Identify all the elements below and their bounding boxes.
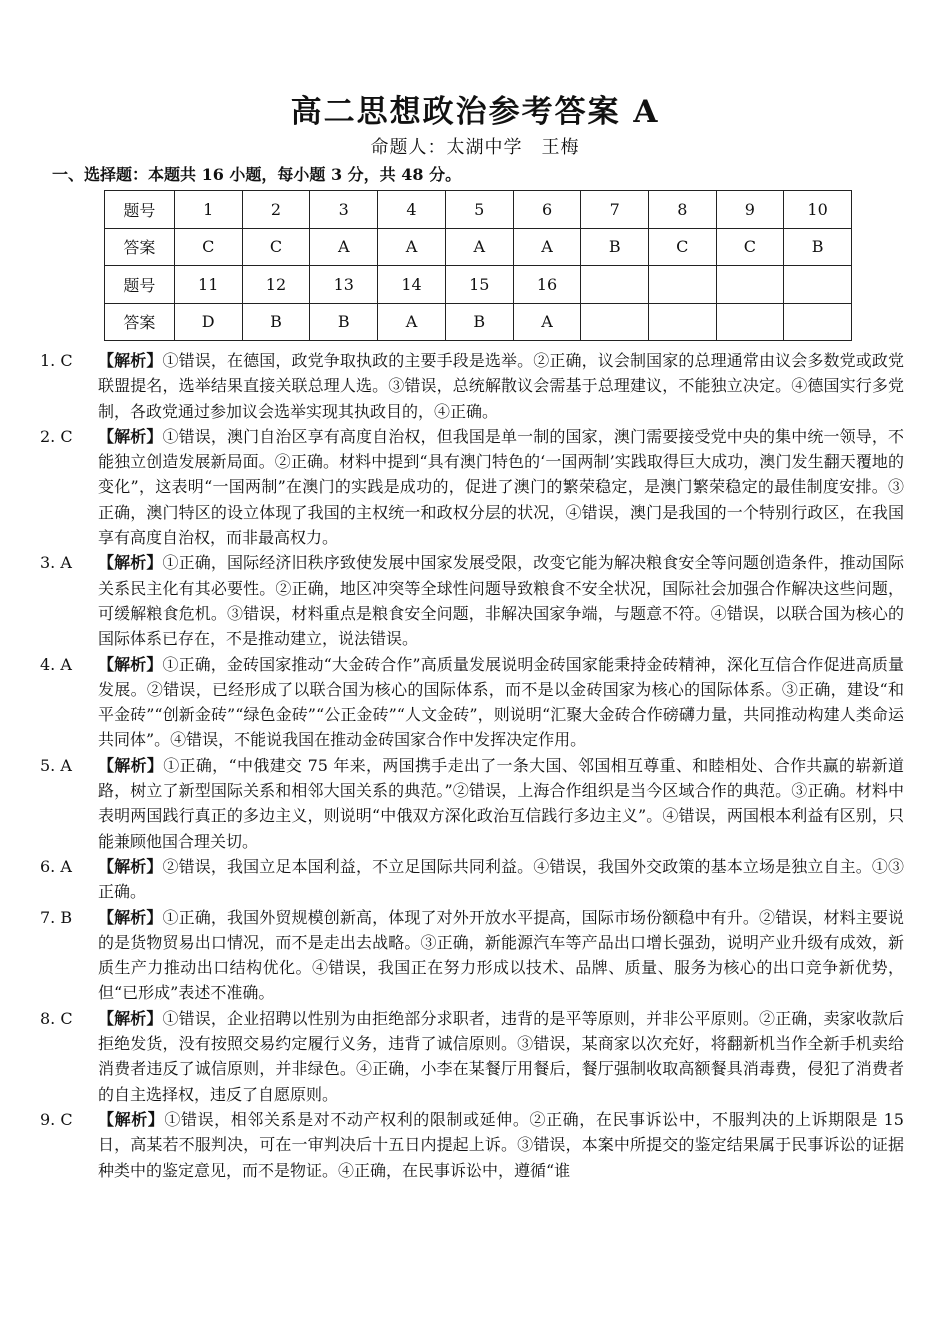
table-row xyxy=(105,191,852,229)
answer-table xyxy=(104,190,852,341)
answer-cell xyxy=(716,303,784,341)
explanation-item xyxy=(40,348,904,424)
item-text: ①正确，“中俄建交 75 年来，两国携手走出了一条大国、邻国相互尊重、和睦相处、合作共赢的崭新道路，树立了新型国际关系和相邻大国关系的典范。”②错误，上海合作组织是当今区域合作的典范。③正确。材料中表明两国践行真正的多边主义，则说明“中俄双方深化政治互信践行多边主义”。④错误，两国根本利益有区别，只能兼顾他国合理关切。 xyxy=(98,755,904,851)
answer-cell xyxy=(581,303,649,341)
question-number: 1 xyxy=(174,191,242,229)
explanation-item xyxy=(40,652,904,753)
row-label: 答案 xyxy=(105,303,175,341)
answer-cell: A xyxy=(445,228,513,266)
analysis-tag: 【解析】 xyxy=(98,426,163,446)
answer-cell: C xyxy=(242,228,310,266)
answer-cell: A xyxy=(513,228,581,266)
question-number xyxy=(784,266,852,304)
question-number: 6 xyxy=(513,191,581,229)
answer-cell: A xyxy=(310,228,378,266)
row-label: 答案 xyxy=(105,228,175,266)
analysis-tag: 【解析】 xyxy=(98,553,163,573)
item-number: 7. B xyxy=(40,907,73,927)
question-number: 3 xyxy=(310,191,378,229)
answer-cell: C xyxy=(174,228,242,266)
row-label: 题号 xyxy=(105,266,175,304)
analysis-tag: 【解析】 xyxy=(98,856,163,876)
analysis-tag: 【解析】 xyxy=(98,654,163,674)
author-line: 命题人：太湖中学 王梅 xyxy=(370,137,580,158)
answer-cell: B xyxy=(581,228,649,266)
question-number xyxy=(581,266,649,304)
question-number: 15 xyxy=(445,266,513,304)
question-number: 7 xyxy=(581,191,649,229)
explanation-item xyxy=(40,854,904,905)
item-number: 9. C xyxy=(40,1109,73,1129)
page-title: 高二思想政治参考答案 A xyxy=(290,94,660,130)
answer-cell: B xyxy=(784,228,852,266)
item-number: 3. A xyxy=(40,553,72,573)
answer-cell: C xyxy=(649,228,717,266)
explanation-item xyxy=(40,550,904,651)
answer-cell: B xyxy=(445,303,513,341)
item-text: ①错误，企业招聘以性别为由拒绝部分求职者，违背的是平等原则，并非公平原则。②正确，卖家收款后拒绝发货，没有按照交易约定履行义务，违背了诚信原则。③错误，某商家以次充好，将翻新机当作全新手机卖给消费者违反了诚信原则，并非绿色。④正确，小李在某餐厅用餐后，餐厅强制收取高额餐具消毒费，侵犯了消费者的自主选择权，违反了自愿原则。 xyxy=(98,1008,904,1104)
question-number: 4 xyxy=(378,191,446,229)
question-number xyxy=(649,266,717,304)
item-text: ②错误，我国立足本国利益，不立足国际共同利益。④错误，我国外交政策的基本立场是独立自主。①③正确。 xyxy=(98,856,904,902)
question-number: 12 xyxy=(242,266,310,304)
analysis-tag: 【解析】 xyxy=(98,351,163,370)
item-number: 4. A xyxy=(40,654,72,674)
analysis-tag: 【解析】 xyxy=(98,755,164,775)
question-number xyxy=(716,266,784,304)
question-number: 13 xyxy=(310,266,378,304)
analysis-tag: 【解析】 xyxy=(98,1008,163,1028)
row-label: 题号 xyxy=(105,191,175,229)
answer-cell: A xyxy=(378,228,446,266)
item-text: ①错误，澳门自治区享有高度自治权，但我国是单一制的国家，澳门需要接受党中央的集中统一领导，不能独立创造发展新局面。②正确。材料中提到“具有澳门特色的‘一国两制’实践取得巨大成功，澳门发生翻天覆地的变化”，这表明“一国两制”在澳门的实践是成功的，促进了澳门的繁荣稳定，是澳门繁荣稳定的最佳制度安排。③正确，澳门特区的设立体现了我国的主权统一和政权分层的状况，④错误，澳门是我国的一个特别行政区，在我国享有高度自治权，而非最高权力。 xyxy=(98,426,904,548)
explanation-item xyxy=(40,905,904,1006)
analysis-tag: 【解析】 xyxy=(98,907,163,927)
question-number: 16 xyxy=(513,266,581,304)
answer-cell xyxy=(784,303,852,341)
item-number: 6. A xyxy=(40,856,72,876)
item-number: 2. C xyxy=(40,426,73,446)
question-number: 11 xyxy=(174,266,242,304)
item-number: 8. C xyxy=(40,1008,73,1028)
question-number: 8 xyxy=(649,191,717,229)
answer-cell: D xyxy=(174,303,242,341)
question-number: 9 xyxy=(716,191,784,229)
item-text: ①正确，国际经济旧秩序致使发展中国家发展受限，改变它能为解决粮食安全等问题创造条件，推动国际关系民主化有其必要性。②正确，地区冲突等全球性问题导致粮食不安全状况，国际社会加强合作解决这些问题，可缓解粮食危机。③错误，材料重点是粮食安全问题，非解决国家争端，与题意不符。④错误，以联合国为核心的国际体系已存在，不是推动建立，说法错误。 xyxy=(98,553,904,649)
explanation-list xyxy=(40,348,904,1183)
answer-cell: A xyxy=(513,303,581,341)
question-number: 10 xyxy=(784,191,852,229)
answer-cell: C xyxy=(716,228,784,266)
answer-cell: B xyxy=(310,303,378,341)
item-number: 1. C xyxy=(40,351,73,370)
analysis-tag: 【解析】 xyxy=(98,1109,165,1129)
item-text: ①错误，相邻关系是对不动产权利的限制或延伸。②正确，在民事诉讼中，不服判决的上诉期限是 15 日，高某若不服判决，可在一审判决后十五日内提起上诉。③错误，本案中所提交的鉴定结果属于民事诉讼的证据种类中的鉴定意见，而不是物证。④正确，在民事诉讼中，遵循“谁 xyxy=(98,1109,904,1180)
item-text: ①正确，金砖国家推动“大金砖合作”高质量发展说明金砖国家能秉持金砖精神，深化互信合作促进高质量发展。②错误，已经形成了以联合国为核心的国际体系，而不是以金砖国家为核心的国际体系。③正确，建设“和平金砖”“创新金砖”“绿色金砖”“公正金砖”“人文金砖”，则说明“汇聚大金砖合作磅礴力量，共同推动构建人类命运共同体”。④错误，不能说我国在推动金砖国家合作中发挥决定作用。 xyxy=(98,654,904,750)
section-heading: 一、选择题：本题共 16 小题，每小题 3 分，共 48 分。 xyxy=(52,165,462,184)
explanation-item xyxy=(40,424,904,550)
table-row xyxy=(105,266,852,304)
item-number: 5. A xyxy=(40,755,72,775)
explanation-item xyxy=(40,1107,904,1183)
item-text: ①正确，我国外贸规模创新高，体现了对外开放水平提高，国际市场份额稳中有升。②错误，材料主要说的是货物贸易出口情况，而不是走出去战略。③正确，新能源汽车等产品出口增长强劲，说明产业升级有成效，新质生产力推动出口结构优化。④错误，我国正在努力形成以技术、品牌、质量、服务为核心的出口竞争新优势，但“已形成”表述不准确。 xyxy=(98,907,904,1003)
table-row xyxy=(105,228,852,266)
question-number: 2 xyxy=(242,191,310,229)
explanation-item xyxy=(40,1006,904,1107)
table-row xyxy=(105,303,852,341)
explanation-item xyxy=(40,753,904,854)
item-text: ①错误，在德国，政党争取执政的主要手段是选举。②正确，议会制国家的总理通常由议会多数党或政党联盟提名，选举结果直接关联总理人选。③错误，总统解散议会需基于总理建议，不能独立决定。④德国实行多党制，各政党通过参加议会选举实现其执政目的，④正确。 xyxy=(98,351,904,421)
answer-cell: A xyxy=(378,303,446,341)
answer-cell xyxy=(649,303,717,341)
question-number: 14 xyxy=(378,266,446,304)
answer-cell: B xyxy=(242,303,310,341)
question-number: 5 xyxy=(445,191,513,229)
